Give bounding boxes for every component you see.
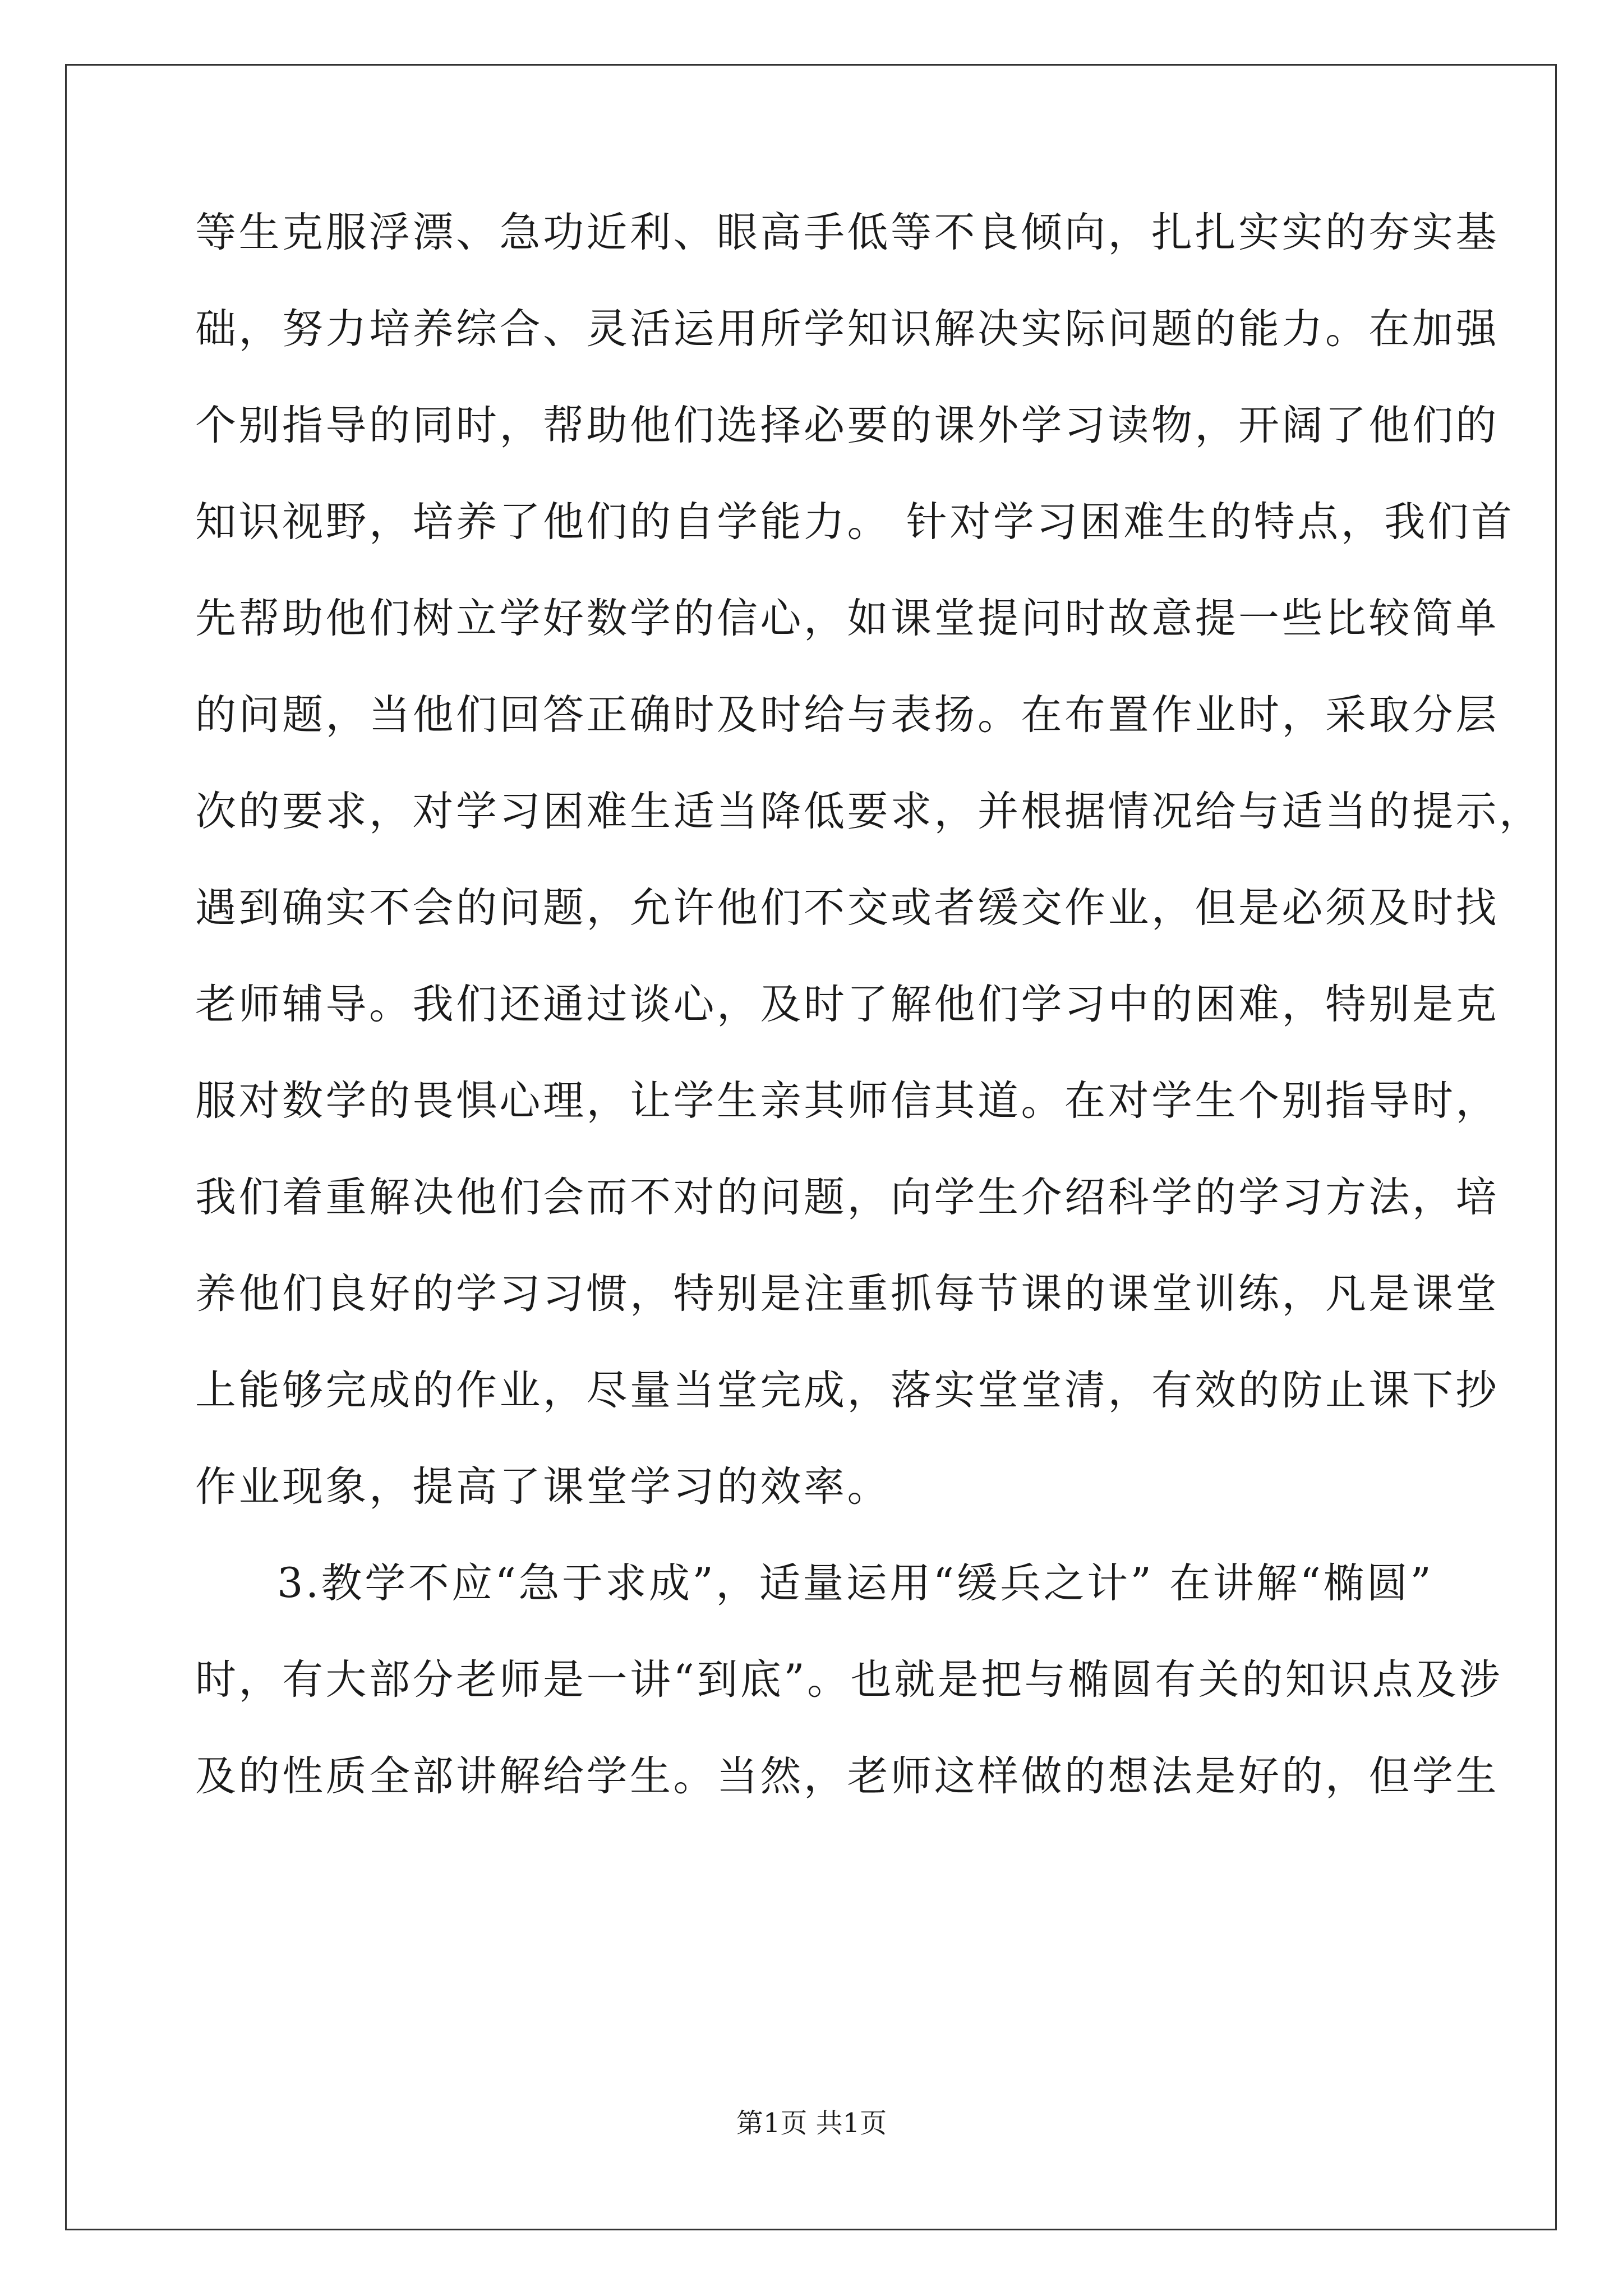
text-line: 先帮助他们树立学好数学的信心，如课堂提问时故意提一些比较简单 <box>195 595 1499 642</box>
text-line: 服对数学的畏惧心理，让学生亲其师信其道。在对学生个别指导时， <box>195 1077 1499 1125</box>
section-heading-line: 3.教学不应“急于求成”，适量运用“缓兵之计” 在讲解“椭圆” <box>277 1559 1434 1607</box>
text-line: 上能够完成的作业，尽量当堂完成，落实堂堂清，有效的防止课下抄 <box>195 1366 1499 1414</box>
text-line: 等生克服浮漂、急功近利、眼高手低等不良倾向，扎扎实实的夯实基 <box>195 209 1499 256</box>
text-line: 础，努力培养综合、灵活运用所学知识解决实际问题的能力。在加强 <box>195 305 1499 353</box>
text-line: 老师辅导。我们还通过谈心，及时了解他们学习中的困难，特别是克 <box>195 981 1499 1028</box>
text-line: 次的要求，对学习困难生适当降低要求，并根据情况给与适当的提示， <box>195 788 1543 835</box>
text-line: 个别指导的同时，帮助他们选择必要的课外学习读物，开阔了他们的 <box>195 402 1499 449</box>
text-line: 我们着重解决他们会而不对的问题，向学生介绍科学的学习方法，培 <box>195 1174 1499 1221</box>
text-line: 及的性质全部讲解给学生。当然，老师这样做的想法是好的，但学生 <box>195 1752 1499 1800</box>
text-line: 的问题，当他们回答正确时及时给与表扬。在布置作业时，采取分层 <box>195 691 1499 739</box>
page-footer: 第1页 共1页 <box>736 2108 887 2139</box>
page-frame <box>65 64 1557 2230</box>
text-line: 时，有大部分老师是一讲“到底”。也就是把与椭圆有关的知识点及涉 <box>195 1656 1503 1704</box>
text-line: 养他们良好的学习习惯，特别是注重抓每节课的课堂训练，凡是课堂 <box>195 1270 1499 1318</box>
text-line: 遇到确实不会的问题，允许他们不交或者缓交作业，但是必须及时找 <box>195 884 1499 932</box>
text-line: 知识视野，培养了他们的自学能力。 针对学习困难生的特点，我们首 <box>195 498 1515 546</box>
text-line: 作业现象，提高了课堂学习的效率。 <box>195 1463 891 1511</box>
